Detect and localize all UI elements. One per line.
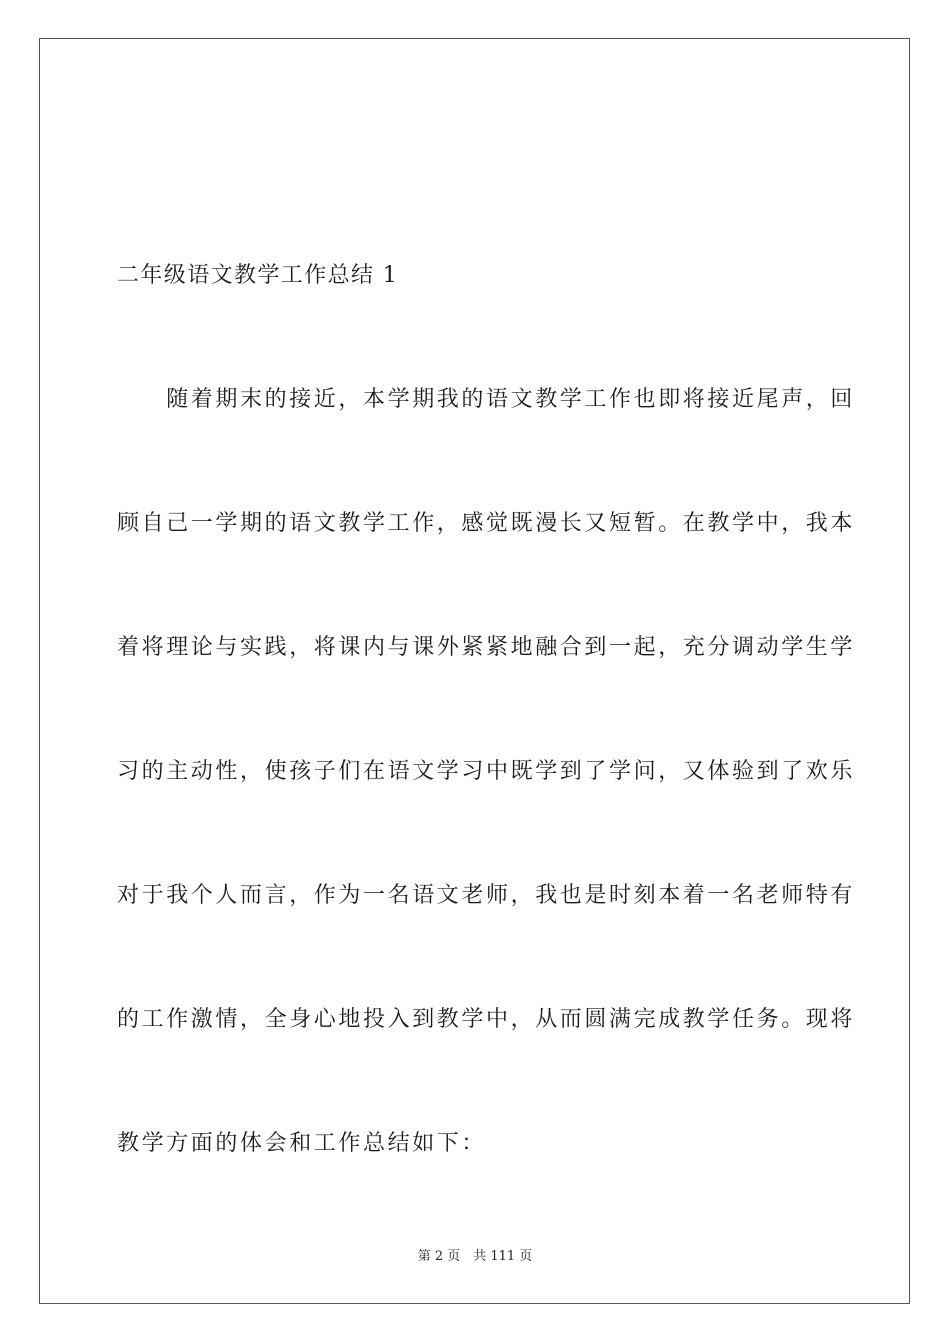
- page-border: [39, 38, 910, 1304]
- body-line-5: 对于我个人而言，作为一名语文老师，我也是时刻本着一名老师特有: [117, 883, 856, 908]
- document-title: 二年级语文教学工作总结 1: [117, 263, 399, 288]
- body-line-2: 顾自己一学期的语文教学工作，感觉既漫长又短暂。在教学中，我本: [117, 511, 856, 536]
- body-line-4: 习的主动性，使孩子们在语文学习中既学到了学问，又体验到了欢乐: [117, 759, 856, 784]
- body-line-3: 着将理论与实践，将课内与课外紧紧地融合到一起，充分调动学生学: [117, 635, 856, 660]
- body-line-7: 教学方面的体会和工作总结如下：: [117, 1131, 487, 1156]
- body-line-6: 的工作激情，全身心地投入到教学中，从而圆满完成教学任务。现将: [117, 1007, 856, 1032]
- body-line-1: 随着期末的接近，本学期我的语文教学工作也即将接近尾声，回: [117, 387, 856, 412]
- page-number-footer: 第 2 页 共 111 页: [417, 1249, 533, 1264]
